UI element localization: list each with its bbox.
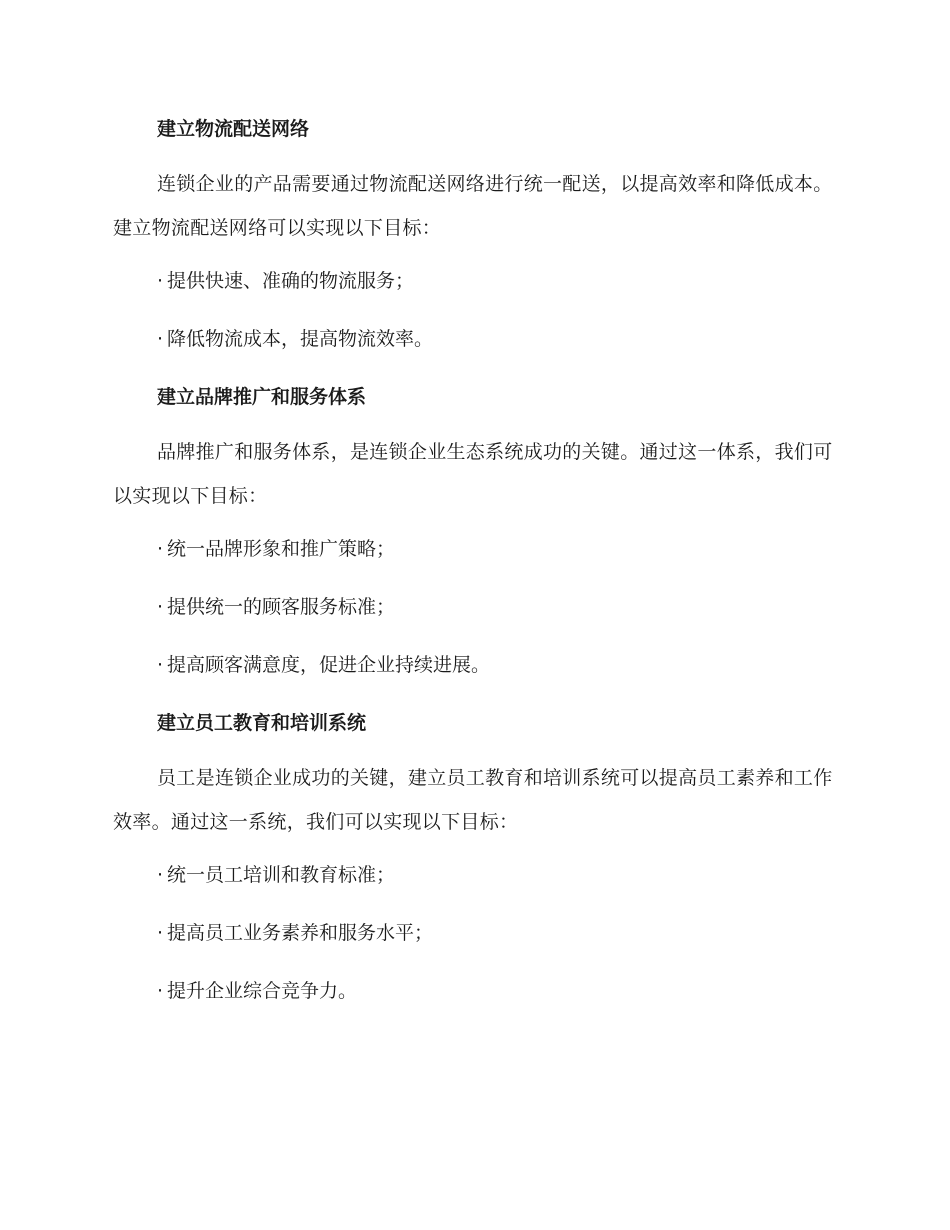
section-heading-logistics: 建立物流配送网络 — [157, 118, 310, 140]
bullet-text: 统一员工培训和教育标准； — [167, 864, 396, 886]
document-content — [113, 112, 833, 1032]
bullet-marker: · — [157, 922, 164, 944]
bullet-item — [113, 590, 833, 624]
bullet-marker: · — [157, 980, 164, 1002]
bullet-text: 统一品牌形象和推广策略； — [167, 538, 396, 560]
bullet-text: 提供快速、准确的物流服务； — [167, 270, 415, 292]
section-heading-training: 建立员工教育和培训系统 — [157, 712, 367, 734]
bullet-item — [113, 532, 833, 566]
section-heading-brand: 建立品牌推广和服务体系 — [157, 386, 367, 408]
section-paragraph-brand: 品牌推广和服务体系，是连锁企业生态系统成功的关键。通过这一体系，我们可以实现以下目标： — [113, 441, 833, 507]
bullet-text: 提高员工业务素养和服务水平； — [167, 922, 434, 944]
bullet-item — [113, 858, 833, 892]
section-paragraph-logistics: 连锁企业的产品需要通过物流配送网络进行统一配送，以提高效率和降低成本。建立物流配送网络可以实现以下目标： — [113, 173, 833, 239]
bullet-item — [113, 322, 833, 356]
bullet-item — [113, 916, 833, 950]
bullet-marker: · — [157, 538, 164, 560]
bullet-text: 提高顾客满意度，促进企业持续进展。 — [167, 654, 491, 676]
bullet-marker: · — [157, 654, 164, 676]
bullet-text: 提供统一的顾客服务标准； — [167, 596, 396, 618]
bullet-item — [113, 648, 833, 682]
bullet-marker: · — [157, 596, 164, 618]
bullet-marker: · — [157, 864, 164, 886]
section-paragraph-training: 员工是连锁企业成功的关键，建立员工教育和培训系统可以提高员工素养和工作效率。通过这一系统，我们可以实现以下目标： — [113, 767, 833, 833]
bullet-text: 降低物流成本，提高物流效率。 — [167, 328, 434, 350]
bullet-marker: · — [157, 328, 164, 350]
bullet-item — [113, 264, 833, 298]
bullet-marker: · — [157, 270, 164, 292]
bullet-item — [113, 974, 833, 1008]
bullet-text: 提升企业综合竞争力。 — [167, 980, 358, 1002]
